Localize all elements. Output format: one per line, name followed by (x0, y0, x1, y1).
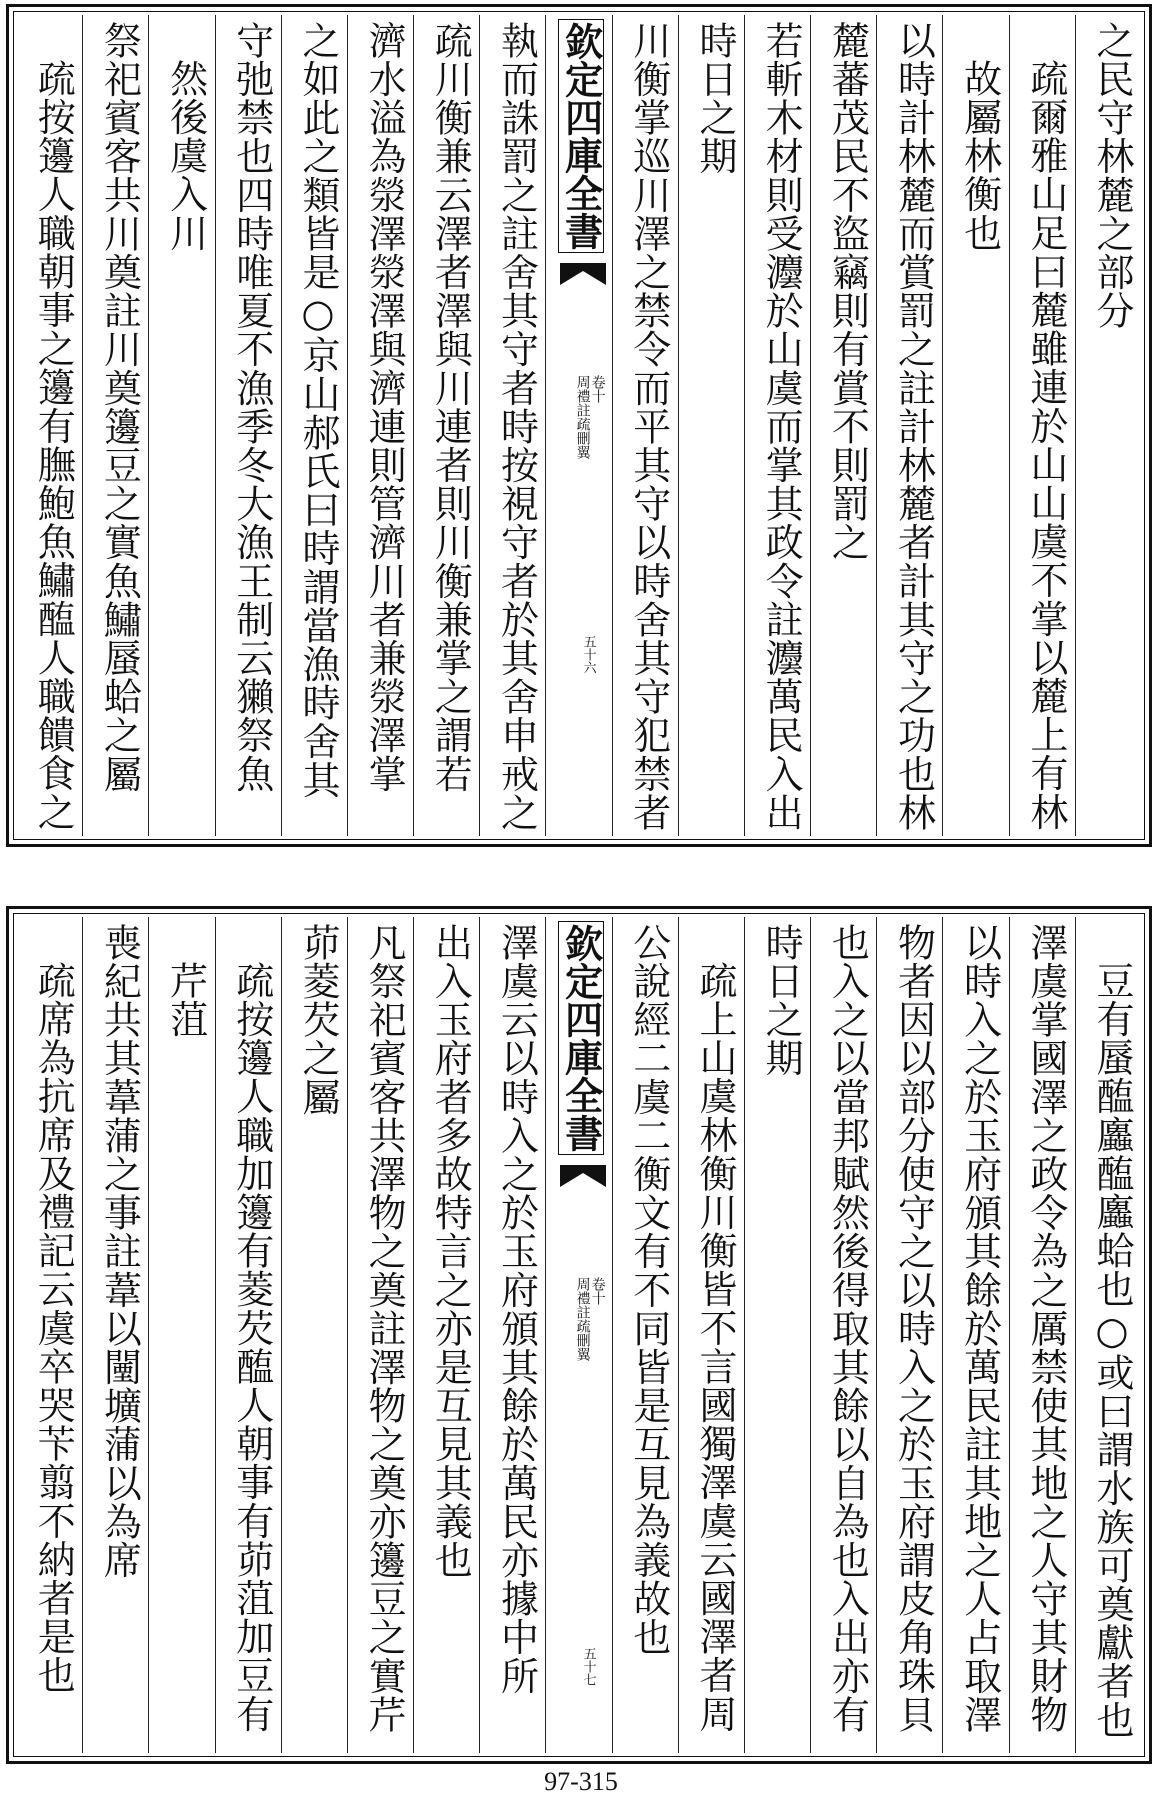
column-text: 之如此之類皆是○京山郝氏曰時謂當漁時舍其 (295, 21, 340, 799)
text-column (149, 15, 215, 836)
text-column (943, 917, 1009, 1753)
text-column (216, 15, 282, 836)
column-text: 也入之以當邦賦然後得取其餘以自為也入出亦有 (825, 923, 870, 1734)
page-number: 97-315 (544, 1767, 618, 1796)
text-column (149, 917, 215, 1753)
column-text: 物者因以部分使守之以時入之於玉府謂皮角珠貝 (891, 923, 936, 1734)
text-column (83, 15, 149, 836)
bottom-page-columns (17, 917, 1141, 1753)
column-text: 以時入之於玉府頒其餘於萬民註其地之人占取澤 (957, 923, 1002, 1734)
column-text: 茆菱芡之屬 (295, 923, 340, 1116)
text-column (17, 917, 83, 1753)
text-column (811, 15, 877, 836)
top-page (6, 4, 1152, 847)
center-title: 欽定四庫全書 (558, 19, 604, 253)
text-column (282, 917, 348, 1753)
text-column (348, 917, 414, 1753)
column-text: 守弛禁也四時唯夏不漁季冬大漁王制云獺祭魚 (229, 21, 274, 793)
text-column (679, 917, 745, 1753)
text-column (943, 15, 1009, 836)
text-column (877, 15, 943, 836)
text-column (613, 15, 679, 836)
column-text: 故屬林衡也 (957, 59, 1002, 252)
column-text: 疏按籩人職加籩有菱芡醢人朝事有茆菹加豆有 (229, 961, 274, 1733)
top-page-columns (17, 15, 1141, 836)
text-column (1076, 917, 1141, 1753)
text-column (745, 917, 811, 1753)
bottom-page (6, 906, 1152, 1764)
center-title: 欽定四庫全書 (558, 921, 604, 1155)
center-fold-column (546, 15, 612, 836)
text-column (414, 917, 480, 1753)
column-text: 之民守林麓之部分 (1090, 21, 1134, 330)
column-text: 川衡掌巡川澤之禁令而平其守以時舍其守犯禁者 (626, 21, 671, 832)
text-column (348, 15, 414, 836)
center-leaf-number: 五十七 (580, 1647, 596, 1686)
column-text: 疏上山虞林衡川衡皆不言國獨澤虞云國澤者周 (692, 961, 737, 1733)
column-text: 疏按籩人職朝事之籩有膴鮑魚鱐醢人職饋食之 (31, 59, 76, 831)
text-column (480, 917, 546, 1753)
column-text: 疏席為抗席及禮記云虞卒哭苄翦不納者是也 (31, 961, 76, 1695)
text-column (679, 15, 745, 836)
center-leaf-number: 五十六 (580, 635, 596, 674)
text-column (282, 15, 348, 836)
column-text: 凡祭祀賓客共澤物之奠註澤物之奠亦籩豆之實芹 (362, 923, 407, 1734)
column-text: 麓蕃茂民不盜竊則有賞不則罰之 (825, 21, 870, 562)
text-column (1010, 15, 1076, 836)
text-column (877, 917, 943, 1753)
column-text: 疏爾雅山足曰麓雖連於山山虞不掌以麓上有林 (1023, 59, 1068, 831)
center-book-title: 周禮註疏刪翼 (574, 1277, 591, 1361)
column-text: 澤虞云以時入之於玉府頒其餘於萬民亦據中所 (494, 923, 539, 1695)
center-volume: 卷十 (589, 375, 606, 403)
center-fold-column (546, 917, 612, 1753)
column-text: 若斬木材則受灋於山虞而掌其政令註灋萬民入出 (759, 21, 804, 832)
column-text: 執而誅罰之註舍其守者時按視守者於其舍申戒之 (494, 21, 539, 832)
column-text: 時日之期 (692, 21, 737, 176)
text-column (216, 917, 282, 1753)
column-text: 公說經二虞二衡文有不同皆是互見為義故也 (626, 923, 671, 1657)
text-column (480, 15, 546, 836)
column-text: 然後虞入川 (163, 59, 208, 252)
column-text: 澤虞掌國澤之政令為之厲禁使其地之人守其財物 (1023, 923, 1068, 1734)
text-column (1010, 917, 1076, 1753)
column-text: 豆有蜃醢蠯醢蠯蛤也○或曰謂水族可奠獻者也 (1090, 961, 1134, 1739)
text-column (1076, 15, 1141, 836)
column-text: 喪紀共其葦蒲之事註葦以闉壙蒲以為席 (97, 923, 142, 1580)
center-volume: 卷十 (589, 1277, 606, 1305)
text-column (17, 15, 83, 836)
text-column (414, 15, 480, 836)
column-text: 時日之期 (759, 923, 804, 1078)
column-text: 以時計林麓而賞罰之註計林麓者計其守之功也林 (891, 21, 936, 832)
fishtail-mark (560, 263, 606, 285)
column-text: 疏川衡兼云澤者澤與川連者則川衡兼掌之謂若 (428, 21, 473, 793)
column-text: 濟水溢為滎澤滎澤與濟連則管濟川者兼滎澤掌 (362, 21, 407, 793)
text-column (745, 15, 811, 836)
text-column (613, 917, 679, 1753)
fishtail-mark (560, 1165, 606, 1187)
center-book-title: 周禮註疏刪翼 (574, 375, 591, 459)
column-text: 芹菹 (163, 961, 208, 1039)
text-column (83, 917, 149, 1753)
text-column (811, 917, 877, 1753)
column-text: 祭祀賓客共川奠註川奠籩豆之實魚鱐蜃蛤之屬 (97, 21, 142, 793)
column-text: 出入玉府者多故特言之亦是互見其義也 (428, 923, 473, 1580)
